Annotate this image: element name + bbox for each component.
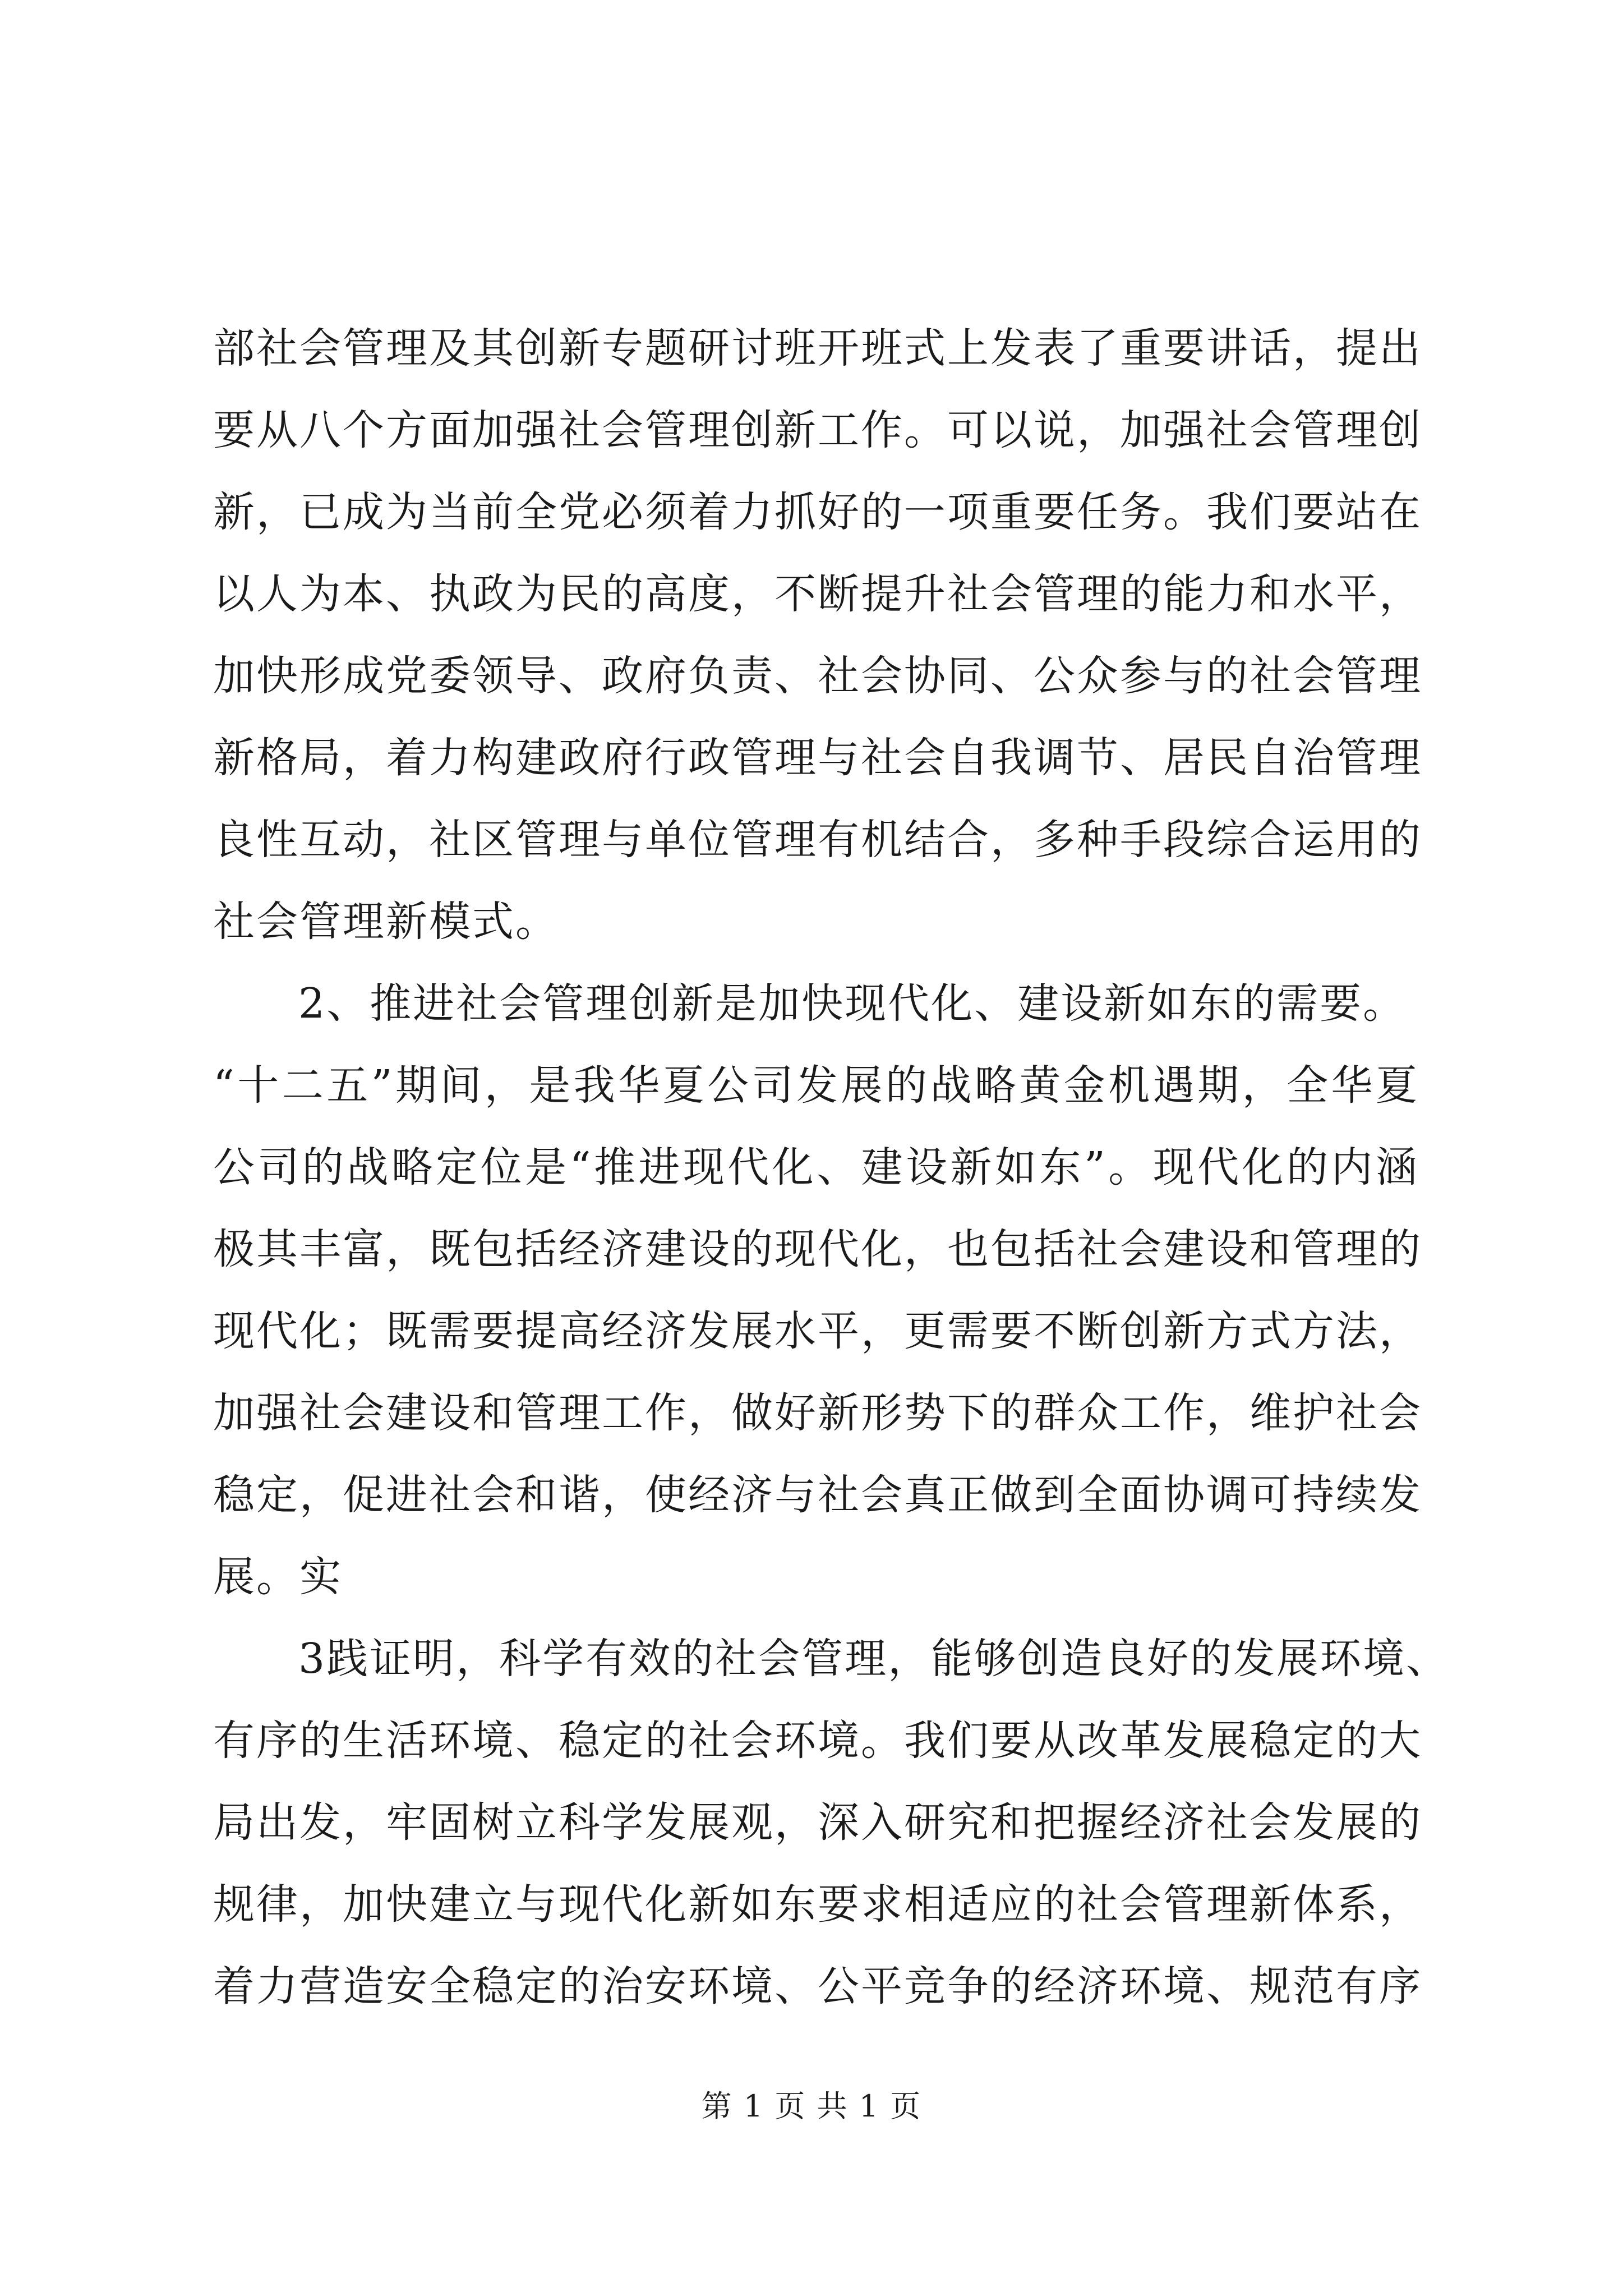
text-line: 良性互动，社区管理与单位管理有机结合，多种手段综合运用的 xyxy=(213,816,1422,864)
document-body xyxy=(213,307,1450,2027)
text-line: 展。实 xyxy=(213,1553,343,1601)
text-line: 要从八个方面加强社会管理创新工作。可以说，加强社会管理创 xyxy=(213,406,1422,454)
text-line: 加强社会建设和管理工作，做好新形势下的群众工作，维护社会 xyxy=(213,1389,1422,1437)
text-line: 公司的战略定位是“推进现代化、建设新如东”。现代化的内涵 xyxy=(213,1143,1419,1191)
text-line: 社会管理新模式。 xyxy=(213,898,559,946)
paragraph-start-line: 2、推进社会管理创新是加快现代化、建设新如东的需要。 xyxy=(298,979,1407,1028)
page-footer: 第 1 页 共 1 页 xyxy=(701,2088,922,2124)
text-line: 现代化；既需要提高经济发展水平，更需要不断创新方式方法， xyxy=(213,1307,1422,1355)
text-line: 着力营造安全稳定的治安环境、公平竞争的经济环境、规范有序 xyxy=(213,1962,1422,2010)
text-line: 稳定，促进社会和谐，使经济与社会真正做到全面协调可持续发 xyxy=(213,1471,1422,1519)
text-line: 加快形成党委领导、政府负责、社会协同、公众参与的社会管理 xyxy=(213,652,1422,700)
paragraph-start-line: 3践证明，科学有效的社会管理，能够创造良好的发展环境、 xyxy=(298,1635,1450,1683)
text-line: 部社会管理及其创新专题研讨班开班式上发表了重要讲话，提出 xyxy=(213,324,1422,372)
text-line: 以人为本、执政为民的高度，不断提升社会管理的能力和水平， xyxy=(213,570,1422,618)
text-line: 极其丰富，既包括经济建设的现代化，也包括社会建设和管理的 xyxy=(213,1225,1422,1273)
text-line: 新，已成为当前全党必须着力抓好的一项重要任务。我们要站在 xyxy=(213,488,1422,536)
text-line: 有序的生活环境、稳定的社会环境。我们要从改革发展稳定的大 xyxy=(213,1717,1422,1765)
text-line: 新格局，着力构建政府行政管理与社会自我调节、居民自治管理 xyxy=(213,734,1422,782)
text-line: 局出发，牢固树立科学发展观，深入研究和把握经济社会发展的 xyxy=(213,1798,1422,1847)
text-line: “十二五”期间，是我华夏公司发展的战略黄金机遇期，全华夏 xyxy=(213,1061,1419,1110)
text-line: 规律，加快建立与现代化新如东要求相适应的社会管理新体系， xyxy=(213,1880,1422,1929)
